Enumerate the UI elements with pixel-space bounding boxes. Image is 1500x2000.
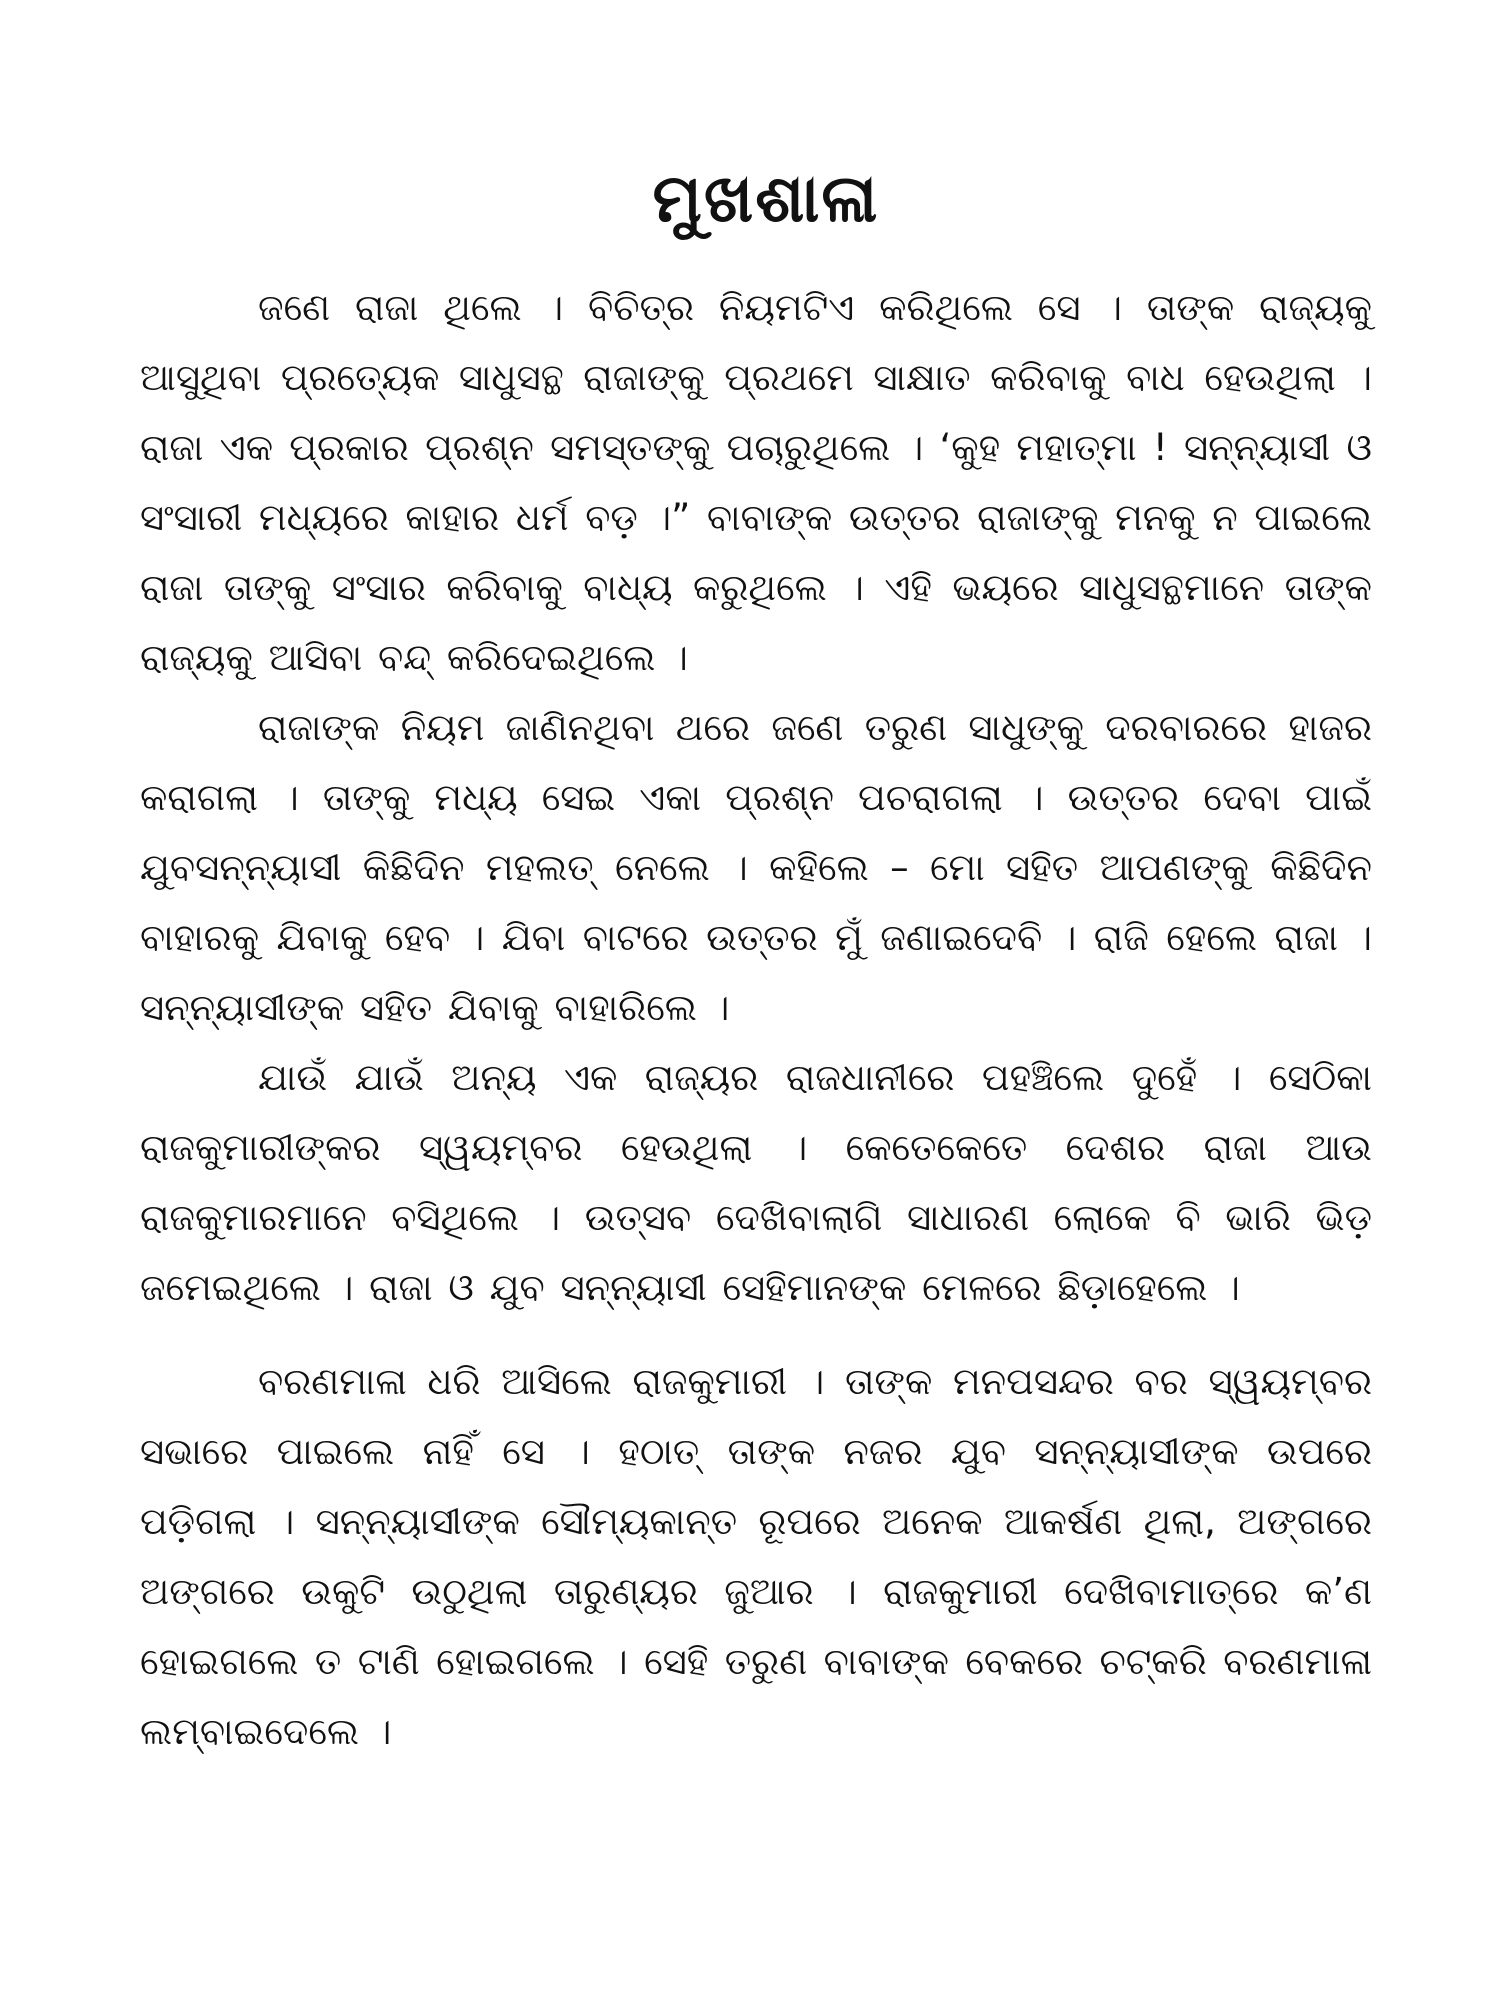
paragraph-4: ବରଣମାଳା ଧରି ଆସିଲେ ରାଜକୁମାରୀ । ତାଙ୍କ ମନପସନ୍ଦର ବର ସ୍ୱୟମ୍ବର ସଭାରେ ପାଇଲେ ନାହିଁ ସେ । ହଠାତ୍ ତାଙ୍କ ନଜର ଯୁବ ସନ୍ନ୍ୟାସୀଙ୍କ ଉପରେ ପଡ଼ିଗଲା । ସନ୍ନ୍ୟାସୀଙ୍କ ସୌମ୍ୟକାନ୍ତ ରୂପରେ ଅନେକ ଆକର୍ଷଣ ଥିଲା, ଅଙ୍ଗରେ ଅଙ୍ଗରେ ଉକୁଟି ଉଠୁଥିଲା ତାରୁଣ୍ୟର ଜୁଆର । ରାଜକୁମାରୀ ଦେଖିବାମାତ୍ରେ କ’ଣ ହୋଇଗଲେ ତ ଟାଣି ହୋଇଗଲେ । ସେହି ତରୁଣ ବାବାଙ୍କ ବେକରେ ଚଟ୍‌କରି ବରଣମାଳା ଲମ୍ବାଇଦେଲେ । xyxy=(140,1360,1372,1753)
paragraph-3: ଯାଉଁ ଯାଉଁ ଅନ୍ୟ ଏକ ରାଜ୍ୟର ରାଜଧାନୀରେ ପହଞ୍ଚିଲେ ଦୁହେଁ । ସେଠିକା ରାଜକୁମାରୀଙ୍କର ସ୍ୱୟମ୍ବର ହେଉଥିଲା । କେତେକେତେ ଦେଶର ରାଜା ଆଉ ରାଜକୁମାରମାନେ ବସିଥିଲେ । ଉତ୍ସବ ଦେଖିବାଲାଗି ସାଧାରଣ ଲୋକେ ବି ଭାରି ଭିଡ଼ ଜମେଇଥିଲେ । ରାଜା ଓ ଯୁବ ସନ୍ନ୍ୟାସୀ ସେହିମାନଙ୍କ ମେଳରେ ଛିଡ଼ାହେଲେ । xyxy=(140,1056,1372,1309)
page-title: ମୁଖଶାଳା xyxy=(652,160,880,237)
paragraph-2: ରାଜାଙ୍କ ନିୟମ ଜାଣିନଥିବା ଥରେ ଜଣେ ତରୁଣ ସାଧୁଙ୍କୁ ଦରବାରରେ ହାଜର କରାଗଲା । ତାଙ୍କୁ ମଧ୍ୟ ସେଇ ଏକା ପ୍ରଶ୍ନ ପଚରାଗଲା । ଉତ୍ତର ଦେବା ପାଇଁ ଯୁବସନ୍ନ୍ୟାସୀ କିଛିଦିନ ମହଲତ୍ ନେଲେ । କହିଲେ – ମୋ ସହିତ ଆପଣଙ୍କୁ କିଛିଦିନ ବାହାରକୁ ଯିବାକୁ ହେବ । ଯିବା ବାଟରେ ଉତ୍ତର ମୁଁ ଜଣାଇଦେବି । ରାଜି ହେଲେ ରାଜା । ସନ୍ନ୍ୟାସୀଙ୍କ ସହିତ ଯିବାକୁ ବାହାରିଲେ । xyxy=(140,706,1372,1029)
paragraph-1: ଜଣେ ରାଜା ଥିଲେ । ବିଚିତ୍ର ନିୟମଟିଏ କରିଥିଲେ ସେ । ତାଙ୍କ ରାଜ୍ୟକୁ ଆସୁଥିବା ପ୍ରତ୍ୟେକ ସାଧୁସନ୍ଥ ରାଜାଙ୍କୁ ପ୍ରଥମେ ସାକ୍ଷାତ କରିବାକୁ ବାଧ ହେଉଥିଲା । ରାଜା ଏକ ପ୍ରକାର ପ୍ରଶ୍ନ ସମସ୍ତଙ୍କୁ ପଚାରୁଥିଲେ । ‘କୁହ ମହାତ୍ମା ! ସନ୍ନ୍ୟାସୀ ଓ ସଂସାରୀ ମଧ୍ୟରେ କାହାର ଧର୍ମ ବଡ଼ ।” ବାବାଙ୍କ ଉତ୍ତର ରାଜାଙ୍କୁ ମନକୁ ନ ପାଇଲେ ରାଜା ତାଙ୍କୁ ସଂସାର କରିବାକୁ ବାଧ୍ୟ କରୁଥିଲେ । ଏହି ଭୟରେ ସାଧୁସନ୍ଥମାନେ ତାଙ୍କ ରାଜ୍ୟକୁ ଆସିବା ବନ୍ଦ୍ କରିଦେଇଥିଲେ । xyxy=(140,286,1372,679)
